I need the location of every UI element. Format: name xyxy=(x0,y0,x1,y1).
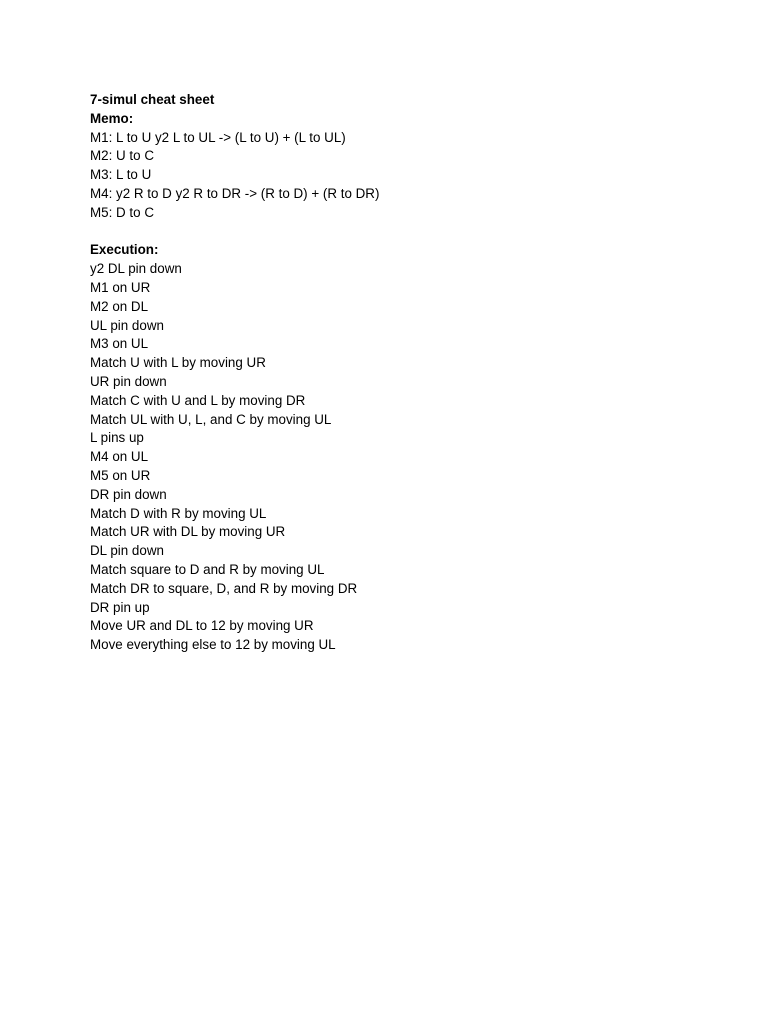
document-page xyxy=(90,91,690,655)
execution-step: M1 on UR xyxy=(90,279,151,295)
execution-step: Match DR to square, D, and R by moving DR xyxy=(90,580,358,596)
execution-step: Move UR and DL to 12 by moving UR xyxy=(90,618,314,634)
execution-step: M2 on DL xyxy=(90,298,149,314)
execution-step: Move everything else to 12 by moving UL xyxy=(90,637,336,653)
execution-heading: Execution: xyxy=(90,242,159,258)
execution-step: Match C with U and L by moving DR xyxy=(90,392,306,408)
execution-step: M5 on UR xyxy=(90,467,151,483)
memo-line: M2: U to C xyxy=(90,148,154,164)
memo-line: M5: D to C xyxy=(90,204,154,220)
execution-step: UL pin down xyxy=(90,317,164,333)
execution-step: DL pin down xyxy=(90,543,164,559)
memo-list xyxy=(90,129,690,223)
execution-step: DR pin up xyxy=(90,599,150,615)
execution-step: Match UR with DL by moving UR xyxy=(90,524,286,540)
execution-step: M3 on UL xyxy=(90,336,149,352)
execution-list xyxy=(90,260,690,655)
execution-step: L pins up xyxy=(90,430,144,446)
execution-step: Match U with L by moving UR xyxy=(90,355,266,371)
memo-line: M3: L to U xyxy=(90,167,152,183)
execution-step: UR pin down xyxy=(90,373,167,389)
execution-step: M4 on UL xyxy=(90,449,149,465)
section-spacer xyxy=(90,223,690,242)
execution-step: y2 DL pin down xyxy=(90,261,182,277)
memo-heading: Memo: xyxy=(90,110,134,126)
execution-step: Match D with R by moving UL xyxy=(90,505,267,521)
document-title: 7-simul cheat sheet xyxy=(90,92,215,107)
memo-line: M4: y2 R to D y2 R to DR -> (R to D) + (R to DR) xyxy=(90,185,380,201)
execution-step: Match square to D and R by moving UL xyxy=(90,561,325,577)
execution-step: DR pin down xyxy=(90,486,167,502)
execution-step: Match UL with U, L, and C by moving UL xyxy=(90,411,332,427)
memo-line: M1: L to U y2 L to UL -> (L to U) + (L to UL) xyxy=(90,129,346,145)
